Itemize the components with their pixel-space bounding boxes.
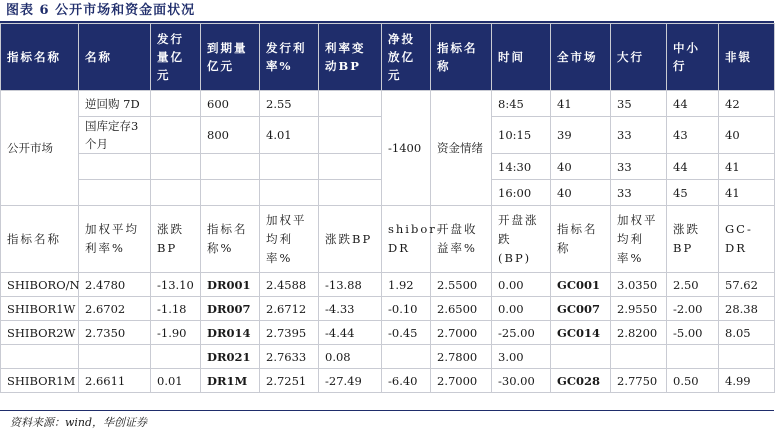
op-name: [79, 154, 151, 180]
header-cell-8: 时间: [492, 24, 551, 91]
header-cell-1: 名称: [79, 24, 151, 91]
header-cell-2: 发行量亿元: [151, 24, 201, 91]
rate-cell-6: -6.40: [382, 369, 431, 393]
rate-cell-11: 0.50: [667, 369, 719, 393]
op-issue: [151, 154, 201, 180]
rate-cell-2: -1.18: [151, 297, 201, 321]
op-rate-change: [319, 180, 382, 206]
sentiment-time: 10:15: [492, 117, 551, 154]
rate-cell-0: [1, 345, 79, 369]
rate-cell-5: -27.49: [319, 369, 382, 393]
sub-header-cell-1: 加权平均利率%: [79, 206, 151, 273]
sentiment-small-bank: 43: [667, 117, 719, 154]
rate-cell-1: 2.6611: [79, 369, 151, 393]
rate-cell-5: -4.33: [319, 297, 382, 321]
rate-cell-6: -0.45: [382, 321, 431, 345]
rate-cell-8: -25.00: [492, 321, 551, 345]
rate-row: [1, 297, 775, 321]
op-name: 逆回购 7D: [79, 91, 151, 117]
rate-cell-7: 2.7000: [431, 369, 492, 393]
rate-cell-5: 0.08: [319, 345, 382, 369]
header-cell-11: 中小行: [667, 24, 719, 91]
rates-section: [1, 273, 775, 393]
op-maturity: [201, 180, 260, 206]
rate-cell-6: 1.92: [382, 273, 431, 297]
sub-header-cell-10: 加权平均利率%: [611, 206, 667, 273]
sentiment-big-bank: 33: [611, 117, 667, 154]
sentiment-small-bank: 45: [667, 180, 719, 206]
rate-cell-12: 8.05: [719, 321, 775, 345]
rate-cell-2: 0.01: [151, 369, 201, 393]
rate-cell-12: 57.62: [719, 273, 775, 297]
rate-cell-8: -30.00: [492, 369, 551, 393]
op-issue: [151, 180, 201, 206]
rate-cell-4: 2.7395: [260, 321, 319, 345]
rate-cell-12: [719, 345, 775, 369]
sentiment-all: 41: [551, 91, 611, 117]
rate-cell-9: GC007: [551, 297, 611, 321]
op-rate: [260, 154, 319, 180]
rate-cell-11: [667, 345, 719, 369]
sentiment-time: 8:45: [492, 91, 551, 117]
rate-cell-11: -2.00: [667, 297, 719, 321]
rate-cell-9: GC001: [551, 273, 611, 297]
rate-cell-8: 0.00: [492, 297, 551, 321]
rate-cell-1: 2.6702: [79, 297, 151, 321]
sub-header-cell-0: 指标名称: [1, 206, 79, 273]
sentiment-label: 资金情绪: [431, 91, 492, 206]
rate-cell-10: 2.8200: [611, 321, 667, 345]
op-name: 国库定存3个月: [79, 117, 151, 154]
rate-cell-4: 2.6712: [260, 297, 319, 321]
sentiment-time: 16:00: [492, 180, 551, 206]
op-issue: [151, 91, 201, 117]
bottom-rule: [0, 410, 774, 411]
rate-cell-2: [151, 345, 201, 369]
rate-cell-2: -1.90: [151, 321, 201, 345]
rate-cell-11: -5.00: [667, 321, 719, 345]
sub-header-cell-8: 开盘涨跌(BP): [492, 206, 551, 273]
rate-cell-3: DR007: [201, 297, 260, 321]
sentiment-all: 40: [551, 154, 611, 180]
op-rate: 2.55: [260, 91, 319, 117]
header-cell-4: 发行利率%: [260, 24, 319, 91]
rate-cell-10: [611, 345, 667, 369]
sub-header-cell-4: 加权平均利率%: [260, 206, 319, 273]
sentiment-small-bank: 44: [667, 154, 719, 180]
rate-cell-9: GC014: [551, 321, 611, 345]
rate-cell-1: [79, 345, 151, 369]
rate-cell-0: SHIBORO/N: [1, 273, 79, 297]
rate-cell-4: 2.4588: [260, 273, 319, 297]
open-market-row: [1, 91, 775, 117]
sentiment-non-bank: 42: [719, 91, 775, 117]
rate-cell-10: 3.0350: [611, 273, 667, 297]
sub-header-cell-5: 涨跌BP: [319, 206, 382, 273]
rate-cell-11: 2.50: [667, 273, 719, 297]
sub-header-cell-9: 指标名称: [551, 206, 611, 273]
rate-cell-5: -4.44: [319, 321, 382, 345]
op-maturity: 600: [201, 91, 260, 117]
header-row: [1, 24, 775, 91]
rate-row: [1, 345, 775, 369]
rate-cell-5: -13.88: [319, 273, 382, 297]
op-maturity: 800: [201, 117, 260, 154]
rate-cell-4: 2.7633: [260, 345, 319, 369]
open-market-section: [1, 91, 775, 206]
rate-cell-9: GC028: [551, 369, 611, 393]
rate-row: [1, 321, 775, 345]
rate-cell-0: SHIBOR1M: [1, 369, 79, 393]
rate-cell-3: DR014: [201, 321, 260, 345]
open-market-label: 公开市场: [1, 91, 79, 206]
op-rate-change: [319, 154, 382, 180]
sentiment-non-bank: 41: [719, 154, 775, 180]
header-cell-12: 非银: [719, 24, 775, 91]
sentiment-big-bank: 33: [611, 154, 667, 180]
rate-row: [1, 369, 775, 393]
sub-header-cell-12: GC-DR: [719, 206, 775, 273]
rate-cell-2: -13.10: [151, 273, 201, 297]
rate-cell-3: DR021: [201, 345, 260, 369]
sentiment-big-bank: 33: [611, 180, 667, 206]
rate-cell-7: 2.7800: [431, 345, 492, 369]
op-rate-change: [319, 91, 382, 117]
rate-cell-1: 2.4780: [79, 273, 151, 297]
header-cell-3: 到期量亿元: [201, 24, 260, 91]
header-cell-9: 全市场: [551, 24, 611, 91]
op-name: [79, 180, 151, 206]
net-injection: -1400: [382, 91, 431, 206]
rate-cell-6: [382, 345, 431, 369]
rate-cell-0: SHIBOR1W: [1, 297, 79, 321]
sub-header-cell-11: 涨跌BP: [667, 206, 719, 273]
rate-cell-9: [551, 345, 611, 369]
op-rate: [260, 180, 319, 206]
rate-cell-1: 2.7350: [79, 321, 151, 345]
rate-cell-0: SHIBOR2W: [1, 321, 79, 345]
rate-cell-8: 3.00: [492, 345, 551, 369]
rate-cell-3: DR1M: [201, 369, 260, 393]
rate-cell-7: 2.5500: [431, 273, 492, 297]
market-table: [0, 23, 775, 393]
op-rate: 4.01: [260, 117, 319, 154]
header-cell-6: 净投放亿元: [382, 24, 431, 91]
rate-cell-6: -0.10: [382, 297, 431, 321]
sentiment-small-bank: 44: [667, 91, 719, 117]
sub-header-cell-3: 指标名称%: [201, 206, 260, 273]
sub-header-cell-7: 开盘收益率%: [431, 206, 492, 273]
rate-cell-12: 28.38: [719, 297, 775, 321]
rate-cell-12: 4.99: [719, 369, 775, 393]
rate-cell-10: 2.7750: [611, 369, 667, 393]
rate-cell-10: 2.9550: [611, 297, 667, 321]
sentiment-all: 39: [551, 117, 611, 154]
header-cell-5: 利率变动BP: [319, 24, 382, 91]
rate-cell-7: 2.6500: [431, 297, 492, 321]
rate-cell-7: 2.7000: [431, 321, 492, 345]
header-cell-0: 指标名称: [1, 24, 79, 91]
rate-cell-8: 0.00: [492, 273, 551, 297]
op-maturity: [201, 154, 260, 180]
sub-header-cell-2: 涨跌BP: [151, 206, 201, 273]
op-rate-change: [319, 117, 382, 154]
source-note: 资料来源：wind，华创证券: [10, 416, 148, 429]
sentiment-non-bank: 41: [719, 180, 775, 206]
sentiment-time: 14:30: [492, 154, 551, 180]
header-cell-10: 大行: [611, 24, 667, 91]
sentiment-all: 40: [551, 180, 611, 206]
sub-header-row: [1, 206, 775, 273]
rate-cell-3: DR001: [201, 273, 260, 297]
sentiment-non-bank: 40: [719, 117, 775, 154]
op-issue: [151, 117, 201, 154]
figure-title: 图表 6 公开市场和资金面状况: [6, 3, 196, 18]
rate-row: [1, 273, 775, 297]
sentiment-big-bank: 35: [611, 91, 667, 117]
sub-header-cell-6: shibor-DR: [382, 206, 431, 273]
header-cell-7: 指标名称: [431, 24, 492, 91]
rate-cell-4: 2.7251: [260, 369, 319, 393]
